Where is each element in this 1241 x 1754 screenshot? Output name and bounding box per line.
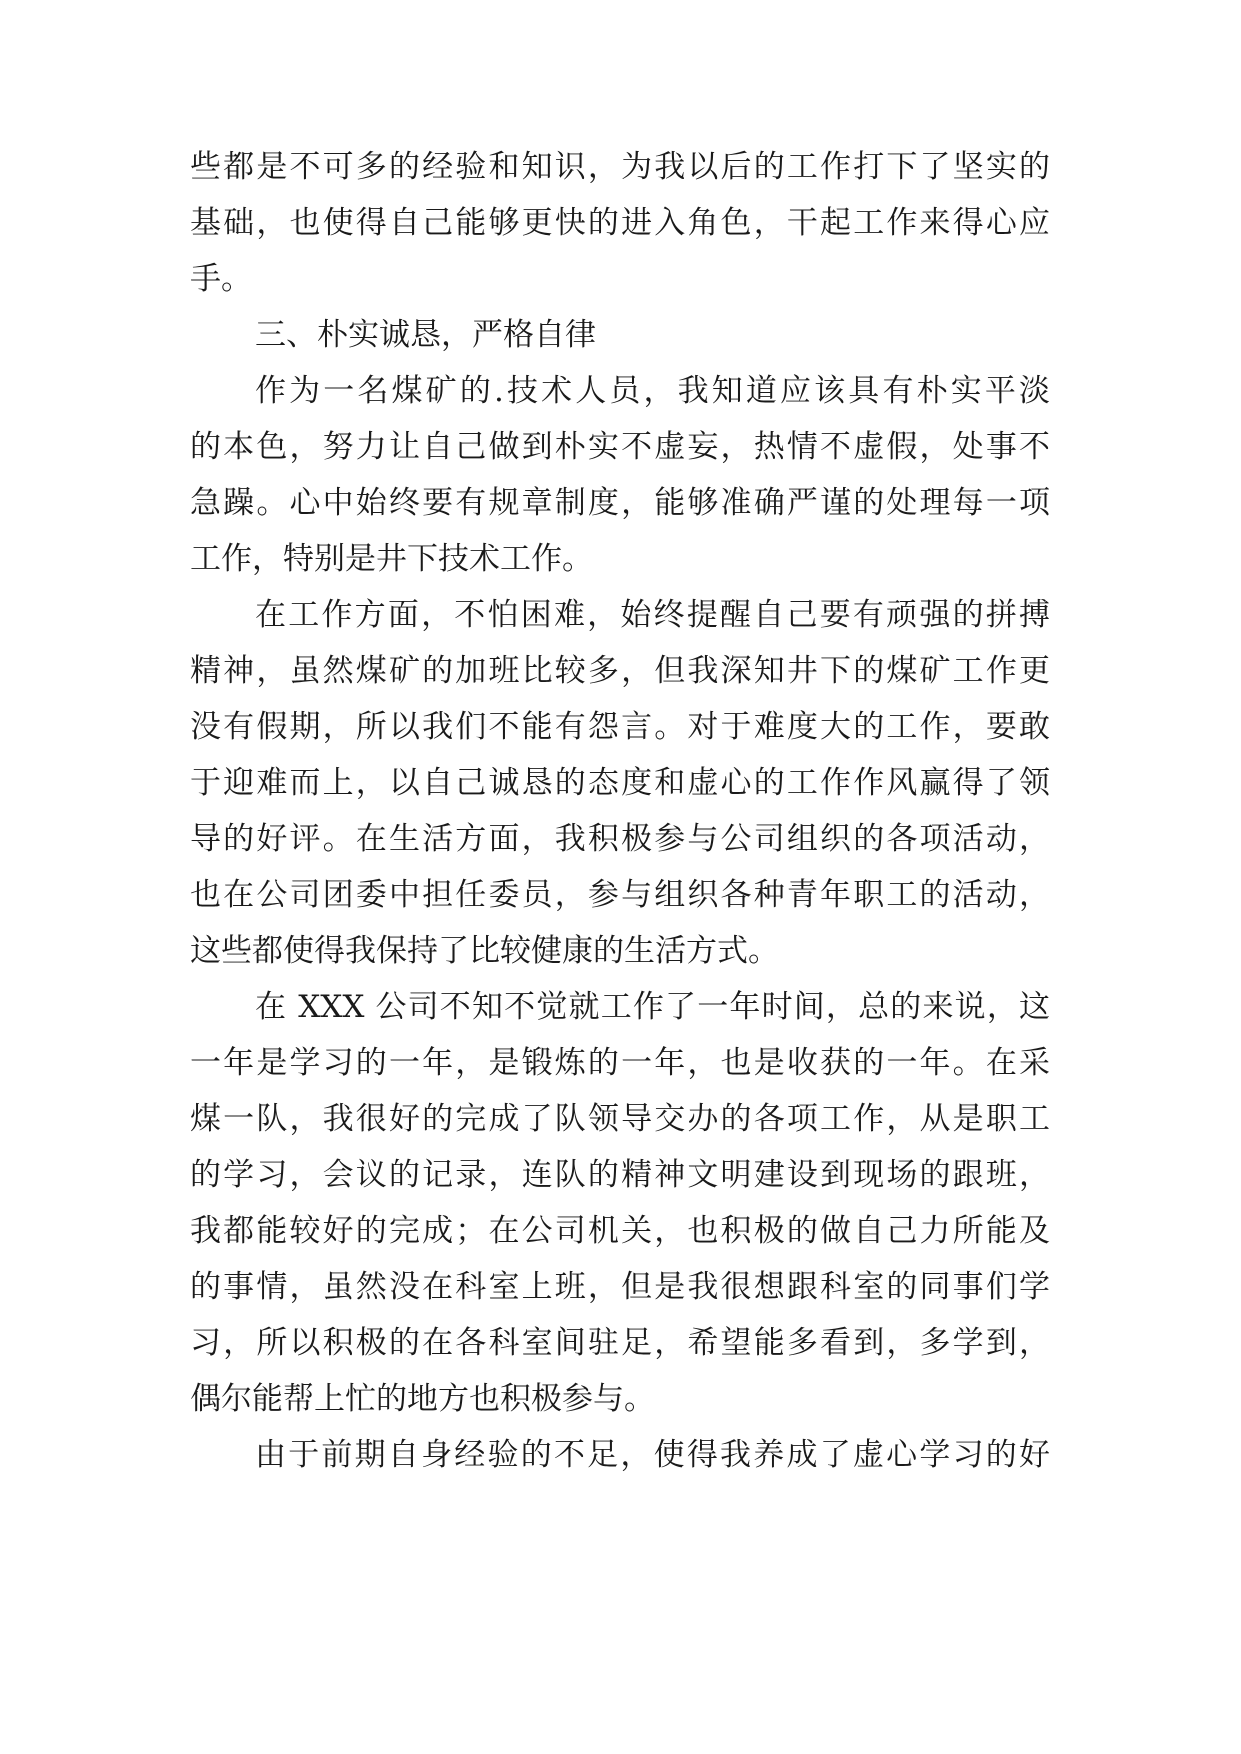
text-line: 这些都使得我保持了比较健康的生活方式。 xyxy=(190,933,779,969)
text-line: 些都是不可多的经验和知识，为我以后的工作打下了坚实的 xyxy=(190,149,1050,185)
section-heading: 三、朴实诚恳，严格自律 xyxy=(255,317,596,353)
text-line: 没有假期，所以我们不能有怨言。对于难度大的工作，要敢 xyxy=(190,709,1050,745)
text-line: 在 XXX 公司不知不觉就工作了一年时间，总的来说，这 xyxy=(255,989,1050,1025)
text-line: 的事情，虽然没在科室上班，但是我很想跟科室的同事们学 xyxy=(190,1269,1050,1305)
text-line: 精神，虽然煤矿的加班比较多，但我深知井下的煤矿工作更 xyxy=(190,653,1050,689)
text-line: 导的好评。在生活方面，我积极参与公司组织的各项活动， xyxy=(190,821,1050,857)
text-line: 在工作方面，不怕困难，始终提醒自己要有顽强的拼搏 xyxy=(255,597,1050,633)
text-line: 由于前期自身经验的不足，使得我养成了虚心学习的好 xyxy=(255,1437,1050,1473)
text-line: 的学习，会议的记录，连队的精神文明建设到现场的跟班， xyxy=(190,1157,1050,1193)
text-line: 煤一队，我很好的完成了队领导交办的各项工作，从是职工 xyxy=(190,1101,1050,1137)
text-line: 偶尔能帮上忙的地方也积极参与。 xyxy=(190,1381,655,1417)
text-line: 也在公司团委中担任委员，参与组织各种青年职工的活动， xyxy=(190,877,1050,913)
text-line: 的本色，努力让自己做到朴实不虚妄，热情不虚假，处事不 xyxy=(190,429,1050,465)
text-line: 习，所以积极的在各科室间驻足，希望能多看到，多学到， xyxy=(190,1325,1050,1361)
text-line: 作为一名煤矿的.技术人员，我知道应该具有朴实平淡 xyxy=(255,373,1050,409)
text-line: 于迎难而上，以自己诚恳的态度和虚心的工作作风赢得了领 xyxy=(190,765,1050,801)
text-line: 我都能较好的完成；在公司机关，也积极的做自己力所能及 xyxy=(190,1213,1050,1249)
text-line: 急躁。心中始终要有规章制度，能够准确严谨的处理每一项 xyxy=(190,485,1050,521)
text-line: 基础，也使得自己能够更快的进入角色，干起工作来得心应 xyxy=(190,205,1050,241)
text-line: 手。 xyxy=(190,261,252,297)
text-line: 工作，特别是井下技术工作。 xyxy=(190,541,593,577)
text-line: 一年是学习的一年，是锻炼的一年，也是收获的一年。在采 xyxy=(190,1045,1050,1081)
